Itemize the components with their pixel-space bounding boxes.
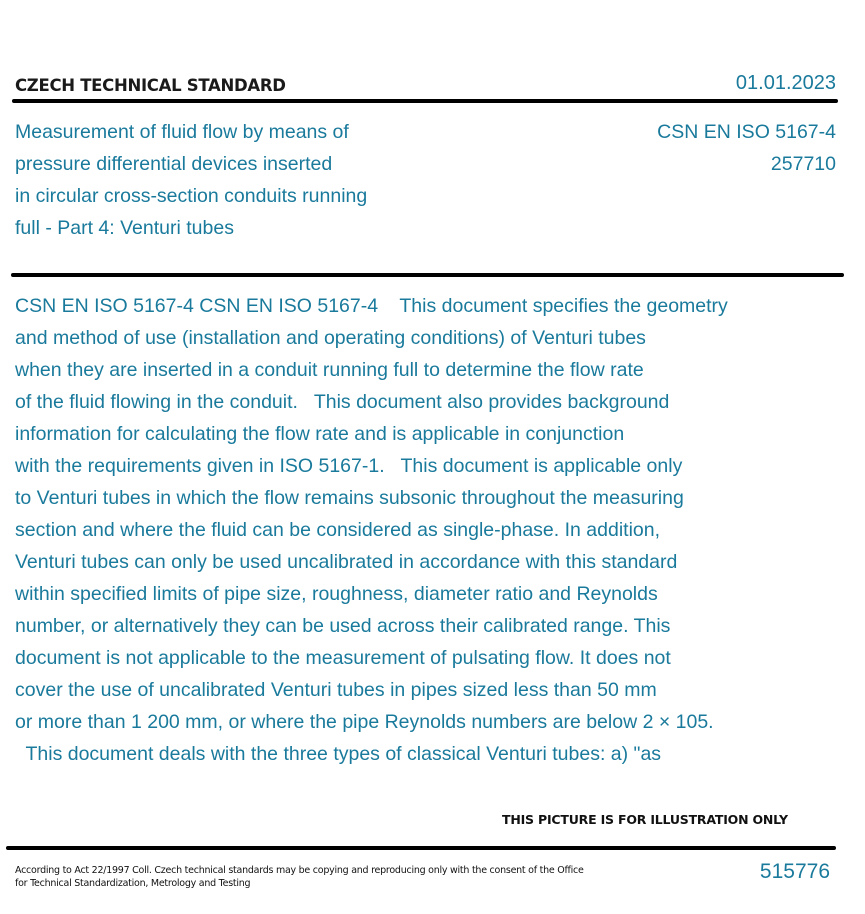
abstract-line: with the requirements given in ISO 5167-1. This document is applicable only — [15, 455, 683, 477]
abstract-line: or more than 1 200 mm, or where the pipe Reynolds numbers are below 2 × 105. — [15, 711, 714, 733]
title-line: Measurement of fluid flow by means of — [15, 121, 349, 143]
abstract-line: Venturi tubes can only be used uncalibrated in accordance with this standard — [15, 551, 678, 573]
copyright-line: for Technical Standardization, Metrology and Testing — [15, 878, 251, 889]
abstract-line: section and where the fluid can be considered as single-phase. In addition, — [15, 519, 661, 541]
abstract-line: information for calculating the flow rate and is applicable in conjunction — [15, 423, 625, 445]
header-divider — [12, 99, 838, 103]
abstract-line: This document deals with the three types of classical Venturi tubes: a) "as — [15, 743, 662, 765]
document-abstract — [15, 290, 728, 770]
title-line: in circular cross-section conduits running — [15, 185, 368, 207]
document-identifiers — [657, 116, 836, 180]
illustration-notice: THIS PICTURE IS FOR ILLUSTRATION ONLY — [502, 812, 788, 827]
title-line: full - Part 4: Venturi tubes — [15, 217, 234, 239]
title-divider — [11, 273, 844, 277]
abstract-line: cover the use of uncalibrated Venturi tubes in pipes sized less than 50 mm — [15, 679, 657, 701]
standard-code: CSN EN ISO 5167-4 — [657, 121, 836, 143]
abstract-line: to Venturi tubes in which the flow remains subsonic throughout the measuring — [15, 487, 684, 509]
abstract-line: number, or alternatively they can be used across their calibrated range. This — [15, 615, 671, 637]
abstract-line: within specified limits of pipe size, roughness, diameter ratio and Reynolds — [15, 583, 658, 605]
title-line: pressure differential devices inserted — [15, 153, 333, 175]
class-number: 257710 — [770, 153, 836, 175]
abstract-line: when they are inserted in a conduit running full to determine the flow rate — [15, 359, 644, 381]
abstract-line: and method of use (installation and operating conditions) of Venturi tubes — [15, 327, 646, 349]
abstract-line: of the fluid flowing in the conduit. This document also provides background — [15, 391, 670, 413]
abstract-line: document is not applicable to the measurement of pulsating flow. It does not — [15, 647, 671, 669]
standard-type-label: CZECH TECHNICAL STANDARD — [15, 76, 286, 95]
document-title — [15, 116, 367, 244]
copyright-line: According to Act 22/1997 Coll. Czech technical standards may be copying and reproducing only with the consent of the Office — [15, 865, 584, 876]
copyright-notice — [15, 864, 584, 890]
abstract-line: CSN EN ISO 5167-4 CSN EN ISO 5167-4 This document specifies the geometry — [15, 295, 728, 317]
footer-divider — [6, 846, 836, 850]
publication-date: 01.01.2023 — [735, 72, 836, 94]
footer-number: 515776 — [759, 860, 830, 883]
